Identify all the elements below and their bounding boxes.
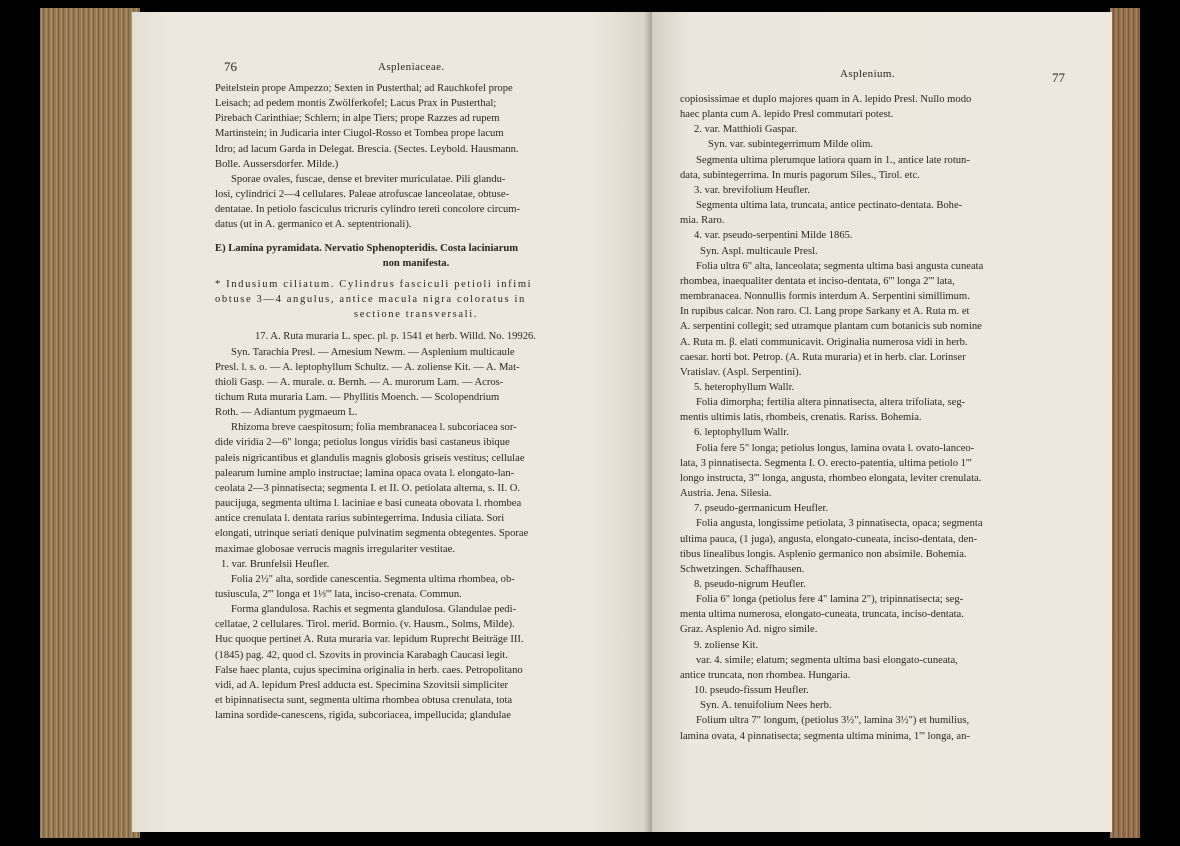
left-running-head: Aspleniaceae. — [378, 61, 445, 73]
right-page-edges — [1110, 8, 1140, 838]
text-line: Syn. var. subintegerrimum Milde olim. — [708, 139, 874, 151]
text-line: Martinstein; in Judicaria inter Ciugol-Rosso et Tombea prope lacum — [215, 128, 504, 140]
text-line: Rhizoma breve caespitosum; folia membranacea l. subcoriacea sor- — [231, 422, 517, 434]
text-line: losi, cylindrici 2—4 cellulares. Paleae atrofuscae lanceolatae, obtuse- — [215, 189, 510, 201]
text-line: ceolata 2—3 pinnatisecta; segmenta I. et II. O. petiolata alterna, s. II. O. — [215, 482, 521, 494]
text-line: 2. var. Matthioli Gaspar. — [694, 124, 797, 136]
text-line: dentatae. In petiolo fasciculus tricruris cylindro tereti concolore circum- — [215, 204, 521, 216]
text-line: Syn. A. tenuifolium Nees herb. — [700, 700, 832, 712]
right-page — [652, 12, 1112, 832]
text-line: Sporae ovales, fuscae, dense et breviter muriculatae. Pili glandu- — [231, 173, 506, 185]
text-line: menta ultima numerosa, elongato-cuneata, truncata, inciso-dentata. — [680, 609, 964, 621]
text-line: datus (ut in A. germanico et A. septentrionali). — [215, 219, 412, 231]
text-line: vidi, ad A. lepidum Presl adducta est. Specimina Szovitsii simpliciter — [215, 679, 509, 691]
text-line: non manifesta. — [382, 257, 450, 269]
text-line: Roth. — Adiantum pygmaeum L. — [215, 407, 358, 419]
text-line: thioli Gasp. — A. murale. α. Bernh. — A. murorum Lam. — Acros- — [215, 376, 504, 388]
text-line: Syn. Tarachia Presl. — Amesium Newm. — Asplenium multicaule — [231, 346, 515, 358]
text-line: False haec planta, cujus specimina originalia in herb. caes. Petropolitano — [215, 664, 523, 676]
text-line: 6. leptophyllum Wallr. — [694, 427, 789, 439]
text-line: Presl. l. s. o. — A. leptophyllum Schultz. — A. zoliense Kit. — A. Mat- — [215, 361, 520, 373]
text-line: A. Ruta m. β. elati communicavit. Originalia numerosa vidi in herb. — [680, 336, 968, 348]
text-line: Folia dimorpha; fertilia altera pinnatisecta, altera trifoliata, seg- — [696, 397, 966, 409]
text-line: 10. pseudo-fissum Heufler. — [694, 685, 809, 697]
text-line: et bipinnatisecta sunt, segmenta ultima rhombea obtusa crenulata, tota — [215, 695, 513, 707]
text-line: Peitelstein prope Ampezzo; Sexten in Pusterthal; ad Rauchkofel prope — [215, 83, 513, 94]
right-page-number: 77 — [1052, 70, 1065, 85]
text-line: haec planta cum A. lepido Presl commutari potest. — [680, 109, 894, 121]
text-line: lamina ovata, 4 pinnatisecta; segmenta ultima minima, 1''' longa, an- — [680, 730, 970, 742]
text-line: obtuse 3—4 angulus, antice macula nigra coloratus in — [215, 294, 526, 306]
text-line: longo instructa, 3''' longa, angusta, rhombeo elongata, leviter crenulata. — [680, 472, 982, 484]
right-running-head: Asplenium. — [840, 68, 896, 80]
text-line: Pirebach Carinthiae; Schlern; in alpe Tiers; prope Razzes ad rupem — [215, 113, 500, 125]
text-line: tusiuscula, 2''' longa et 1⅓''' lata, inciso-crenata. Commun. — [215, 589, 462, 600]
text-line: 3. var. brevifolium Heufler. — [694, 184, 810, 196]
text-line: Syn. Aspl. multicaule Presl. — [700, 245, 818, 257]
text-line: antice crenulata l. dentata rarius subintegerrima. Indusia ciliata. Sori — [215, 513, 505, 525]
text-line: 8. pseudo-nigrum Heufler. — [694, 579, 806, 590]
text-line: (1845) pag. 42, quod cl. Szovits in provincia Karabagh Caucasi legit. — [215, 649, 509, 661]
text-line: 1. var. Brunfelsii Heufler. — [221, 558, 330, 570]
text-line: var. 4. simile; elatum; segmenta ultima basi elongato-cuneata, — [696, 654, 958, 666]
text-line: Segmenta ultima plerumque latiora quam in 1., antice late rotun- — [696, 154, 970, 166]
text-line: Folia 6" longa (petiolus fere 4" lamina 2"), tripinnatisecta; seg- — [696, 594, 964, 606]
text-line: In rupibus calcar. Non raro. Cl. Lang prope Sarkany et A. Ruta m. et — [680, 306, 970, 318]
text-line: maximae globosae verrucis magnis irregulariter vestitae. — [215, 543, 456, 555]
text-line: Folia angusta, longissime petiolata, 3 pinnatisecta, opaca; segmenta — [696, 518, 983, 530]
text-line: 9. zoliense Kit. — [694, 639, 759, 651]
text-line: Huc quoque pertinet A. Ruta muraria var. lepidum Ruprecht Beiträge III. — [215, 634, 524, 646]
text-line: Leisach; ad pedem montis Zwölferkofel; Lacus Prax in Pusterthal; — [215, 98, 497, 110]
text-line: copiosissimae et duplo majores quam in A. lepido Presl. Nullo modo — [680, 94, 972, 105]
text-line: Folia 2½" alta, sordide canescentia. Segmenta ultima rhombea, ob- — [231, 573, 515, 585]
text-line: Folia ultra 6" alta, lanceolata; segmenta ultima basi angusta cuneata — [696, 260, 984, 272]
text-line: data, subintegerrima. In muris pagorum Siles., Tirol. etc. — [680, 169, 920, 181]
text-line: 4. var. pseudo-serpentini Milde 1865. — [694, 230, 853, 242]
text-line: dide viridia 2—6" longa; petiolus longus viridis basi castaneus ibique — [215, 437, 510, 449]
open-book — [40, 8, 1140, 838]
text-line: Idro; ad lacum Garda in Delegat. Brescia. (Sectes. Leybold. Hausmann. — [215, 143, 519, 155]
left-page-edges — [40, 8, 140, 838]
text-line: membranacea. Nonnullis formis interdum A. Serpentini simillimum. — [680, 291, 970, 303]
text-line: Segmenta ultima lata, truncata, antice pectinato-dentata. Bohe- — [696, 200, 963, 212]
text-line: caesar. horti bot. Petrop. (A. Ruta muraria) et in herb. clar. Lorinser — [680, 351, 966, 363]
text-line: elongati, utrinque seriati denique pulvinatim segmenta obtegentes. Sporae — [215, 528, 529, 540]
text-line: Austria. Jena. Silesia. — [680, 488, 772, 500]
text-line: A. serpentini collegit; sed utramque plantam cum botanicis sub nomine — [680, 321, 982, 333]
text-line: tibus linealibus longis. Asplenio germanico non absimile. Bohemia. — [680, 548, 967, 560]
text-line: paleis nigricantibus et glandulis magnis globosis griseis vestitus; cellulae — [215, 452, 525, 464]
text-line: * Indusium ciliatum. Cylindrus fasciculi petioli infimi — [215, 278, 533, 290]
text-line: tichum Ruta muraria Lam. — Phyllitis Moench. — Scolopendrium — [215, 391, 500, 403]
text-line: cellatae, 2 cellulares. Tirol. merid. Bormio. (v. Hausm., Solms, Milde). — [215, 619, 515, 631]
text-line: paucijuga, segmenta ultima l. laciniae e basi cuneata obovata l. rhombea — [215, 498, 522, 510]
text-line: Schwetzingen. Schaffhausen. — [680, 563, 805, 575]
text-line: palearum lumine amplo instructae; lamina opaca ovata l. elongato-lan- — [215, 467, 515, 479]
left-page-body — [215, 81, 617, 723]
left-page-number: 76 — [224, 59, 237, 74]
text-line: Bolle. Aussersdorfer. Milde.) — [215, 158, 339, 170]
text-line: Graz. Asplenio Ad. nigro simile. — [680, 624, 818, 636]
text-line: 7. pseudo-germanicum Heufler. — [694, 503, 829, 515]
text-line: antice truncata, non rhombea. Hungaria. — [680, 669, 851, 681]
text-line: lata, 3 pinnatisecta. Segmenta I. O. erecto-patentia, ultima petiolo 1''' — [680, 457, 972, 469]
text-line: 17. A. Ruta muraria L. spec. pl. p. 1541 et herb. Willd. No. 19926. — [255, 331, 536, 343]
text-line: Forma glandulosa. Rachis et segmenta glandulosa. Glandulae pedi- — [231, 604, 517, 616]
text-line: Vratislav. (Aspl. Serpentini). — [680, 366, 802, 378]
text-line: mentis ultimis latis, rhombeis, crenatis. Rariss. Bohemia. — [680, 412, 922, 424]
text-line: E) Lamina pyramidata. Nervatio Sphenopteridis. Costa laciniarum — [215, 242, 519, 254]
text-line: sectione transversali. — [353, 309, 479, 321]
text-line: Folium ultra 7" longum, (petiolus 3½", lamina 3½") et humilius, — [696, 715, 970, 727]
left-page — [132, 12, 652, 832]
text-line: mia. Raro. — [680, 215, 725, 227]
text-line: lamina sordide-canescens, rigida, subcoriacea, impellucida; glandulae — [215, 710, 511, 722]
text-line: ultima pauca, (1 juga), angusta, elongato-cuneata, inciso-dentata, den- — [680, 533, 978, 545]
text-line: rhombea, inaequaliter dentata et inciso-dentata, 6''' longa 2''' lata, — [680, 275, 955, 287]
text-line: Folia fere 5" longa; petiolus longus, lamina ovata l. ovato-lanceo- — [696, 442, 975, 454]
right-page-body — [680, 92, 1074, 744]
text-line: 5. heterophyllum Wallr. — [694, 381, 795, 393]
